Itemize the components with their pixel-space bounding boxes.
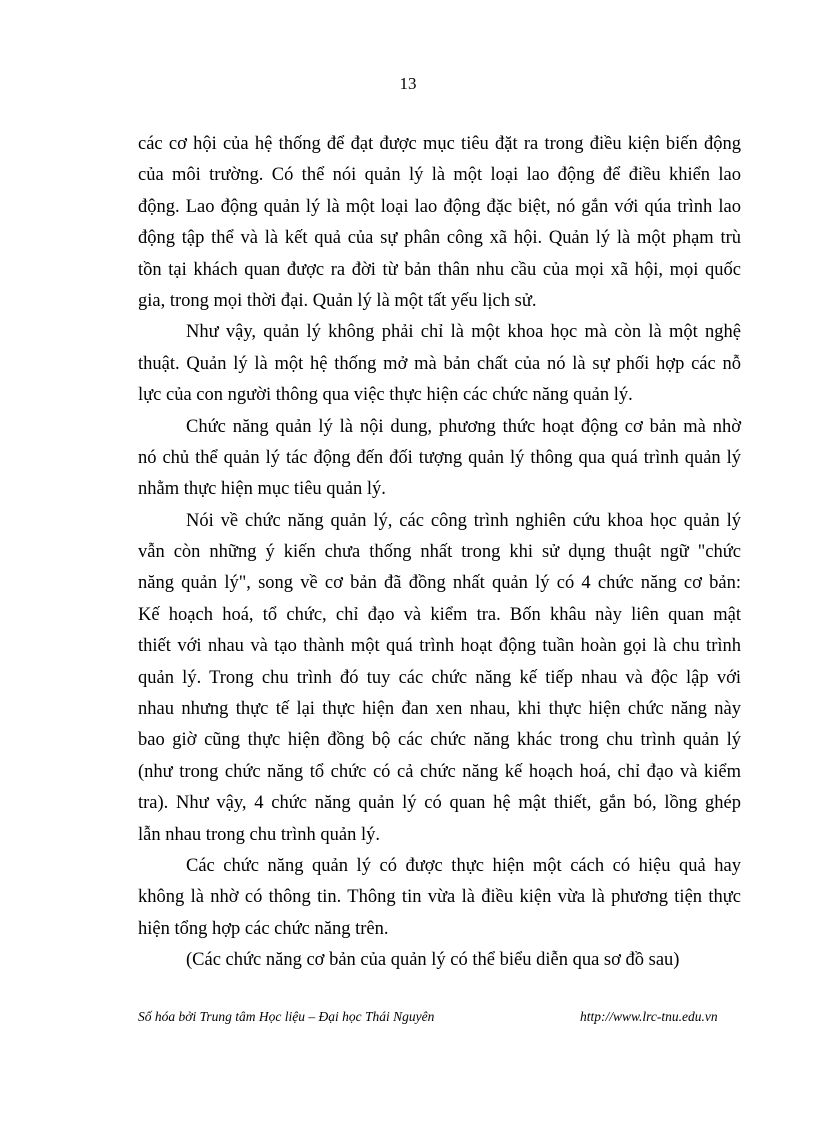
- text-line: không là nhờ có thông tin. Thông tin vừa là điều kiện vừa là phương tiện thực: [138, 887, 741, 908]
- text-line: lẫn nhau trong chu trình quản lý.: [138, 824, 380, 845]
- text-line: Các chức năng quản lý có được thực hiện một cách có hiệu quả hay: [186, 855, 741, 876]
- footer-source: Số hóa bởi Trung tâm Học liệu – Đại học Thái Nguyên: [138, 1009, 435, 1024]
- text-line: (như trong chức năng tổ chức có cả chức năng kế hoạch hoá, chỉ đạo và kiểm: [138, 761, 741, 782]
- text-line: lực của con người thông qua việc thực hiện các chức năng quản lý.: [138, 385, 633, 406]
- text-line: nó chủ thể quản lý tác động đến đối tượng quản lý thông qua quá trình quản lý: [138, 447, 741, 468]
- text-line: Chức năng quản lý là nội dung, phương thức hoạt động cơ bản mà nhờ: [186, 416, 741, 437]
- text-line: tồn tại khách quan được ra đời từ bản thân nhu cầu của mọi xã hội, mọi quốc: [138, 259, 741, 280]
- page-number: 13: [399, 74, 417, 93]
- text-line: Kế hoạch hoá, tổ chức, chỉ đạo và kiểm tra. Bốn khâu này liên quan mật: [138, 604, 741, 625]
- text-line: năng quản lý", song về cơ bản đã đồng nhất quản lý có 4 chức năng cơ bản:: [138, 573, 741, 594]
- footer-url[interactable]: http://www.lrc-tnu.edu.vn: [580, 1009, 718, 1024]
- text-line: của môi trường. Có thể nói quản lý là một loại lao động để điều khiển lao: [138, 165, 741, 186]
- text-line: Nói về chức năng quản lý, các công trình nghiên cứu khoa học quản lý: [186, 510, 741, 531]
- text-line: gia, trong mọi thời đại. Quản lý là một tất yếu lịch sử.: [138, 290, 537, 311]
- text-line: Như vậy, quản lý không phải chỉ là một khoa học mà còn là một nghệ: [186, 322, 741, 343]
- text-line: động tập thể và là kết quả của sự phân công xã hội. Quản lý là một phạm trù: [138, 228, 741, 249]
- text-line: bao giờ cũng thực hiện đồng bộ các chức năng khác trong chu trình quản lý: [138, 730, 741, 751]
- text-line: nhau nhưng thực tế lại thực hiện đan xen nhau, khi thực hiện chức năng này: [138, 699, 741, 720]
- text-line: nhằm thực hiện mục tiêu quản lý.: [138, 479, 386, 500]
- text-line: (Các chức năng cơ bản của quản lý có thể biểu diễn qua sơ đồ sau): [186, 950, 680, 971]
- text-line: hiện tổng hợp các chức năng trên.: [138, 918, 389, 939]
- text-line: thiết với nhau và tạo thành một quá trình hoạt động tuần hoàn gọi là chu trình: [138, 636, 741, 657]
- body-text: [138, 129, 741, 977]
- text-line: thuật. Quản lý là một hệ thống mở mà bản chất của nó là sự phối hợp các nỗ: [138, 353, 741, 374]
- text-line: quản lý. Trong chu trình đó tuy các chức năng kế tiếp nhau và độc lập với: [138, 667, 741, 688]
- text-line: động. Lao động quản lý là một loại lao động đặc biệt, nó gắn với qúa trình lao: [138, 196, 741, 217]
- text-line: tra). Như vậy, 4 chức năng quản lý có quan hệ mật thiết, gắn bó, lồng ghép: [138, 793, 741, 814]
- text-line: các cơ hội của hệ thống để đạt được mục tiêu đặt ra trong điều kiện biến động: [138, 134, 741, 154]
- text-line: vẫn còn những ý kiến chưa thống nhất trong khi sử dụng thuật ngữ "chức: [138, 542, 741, 563]
